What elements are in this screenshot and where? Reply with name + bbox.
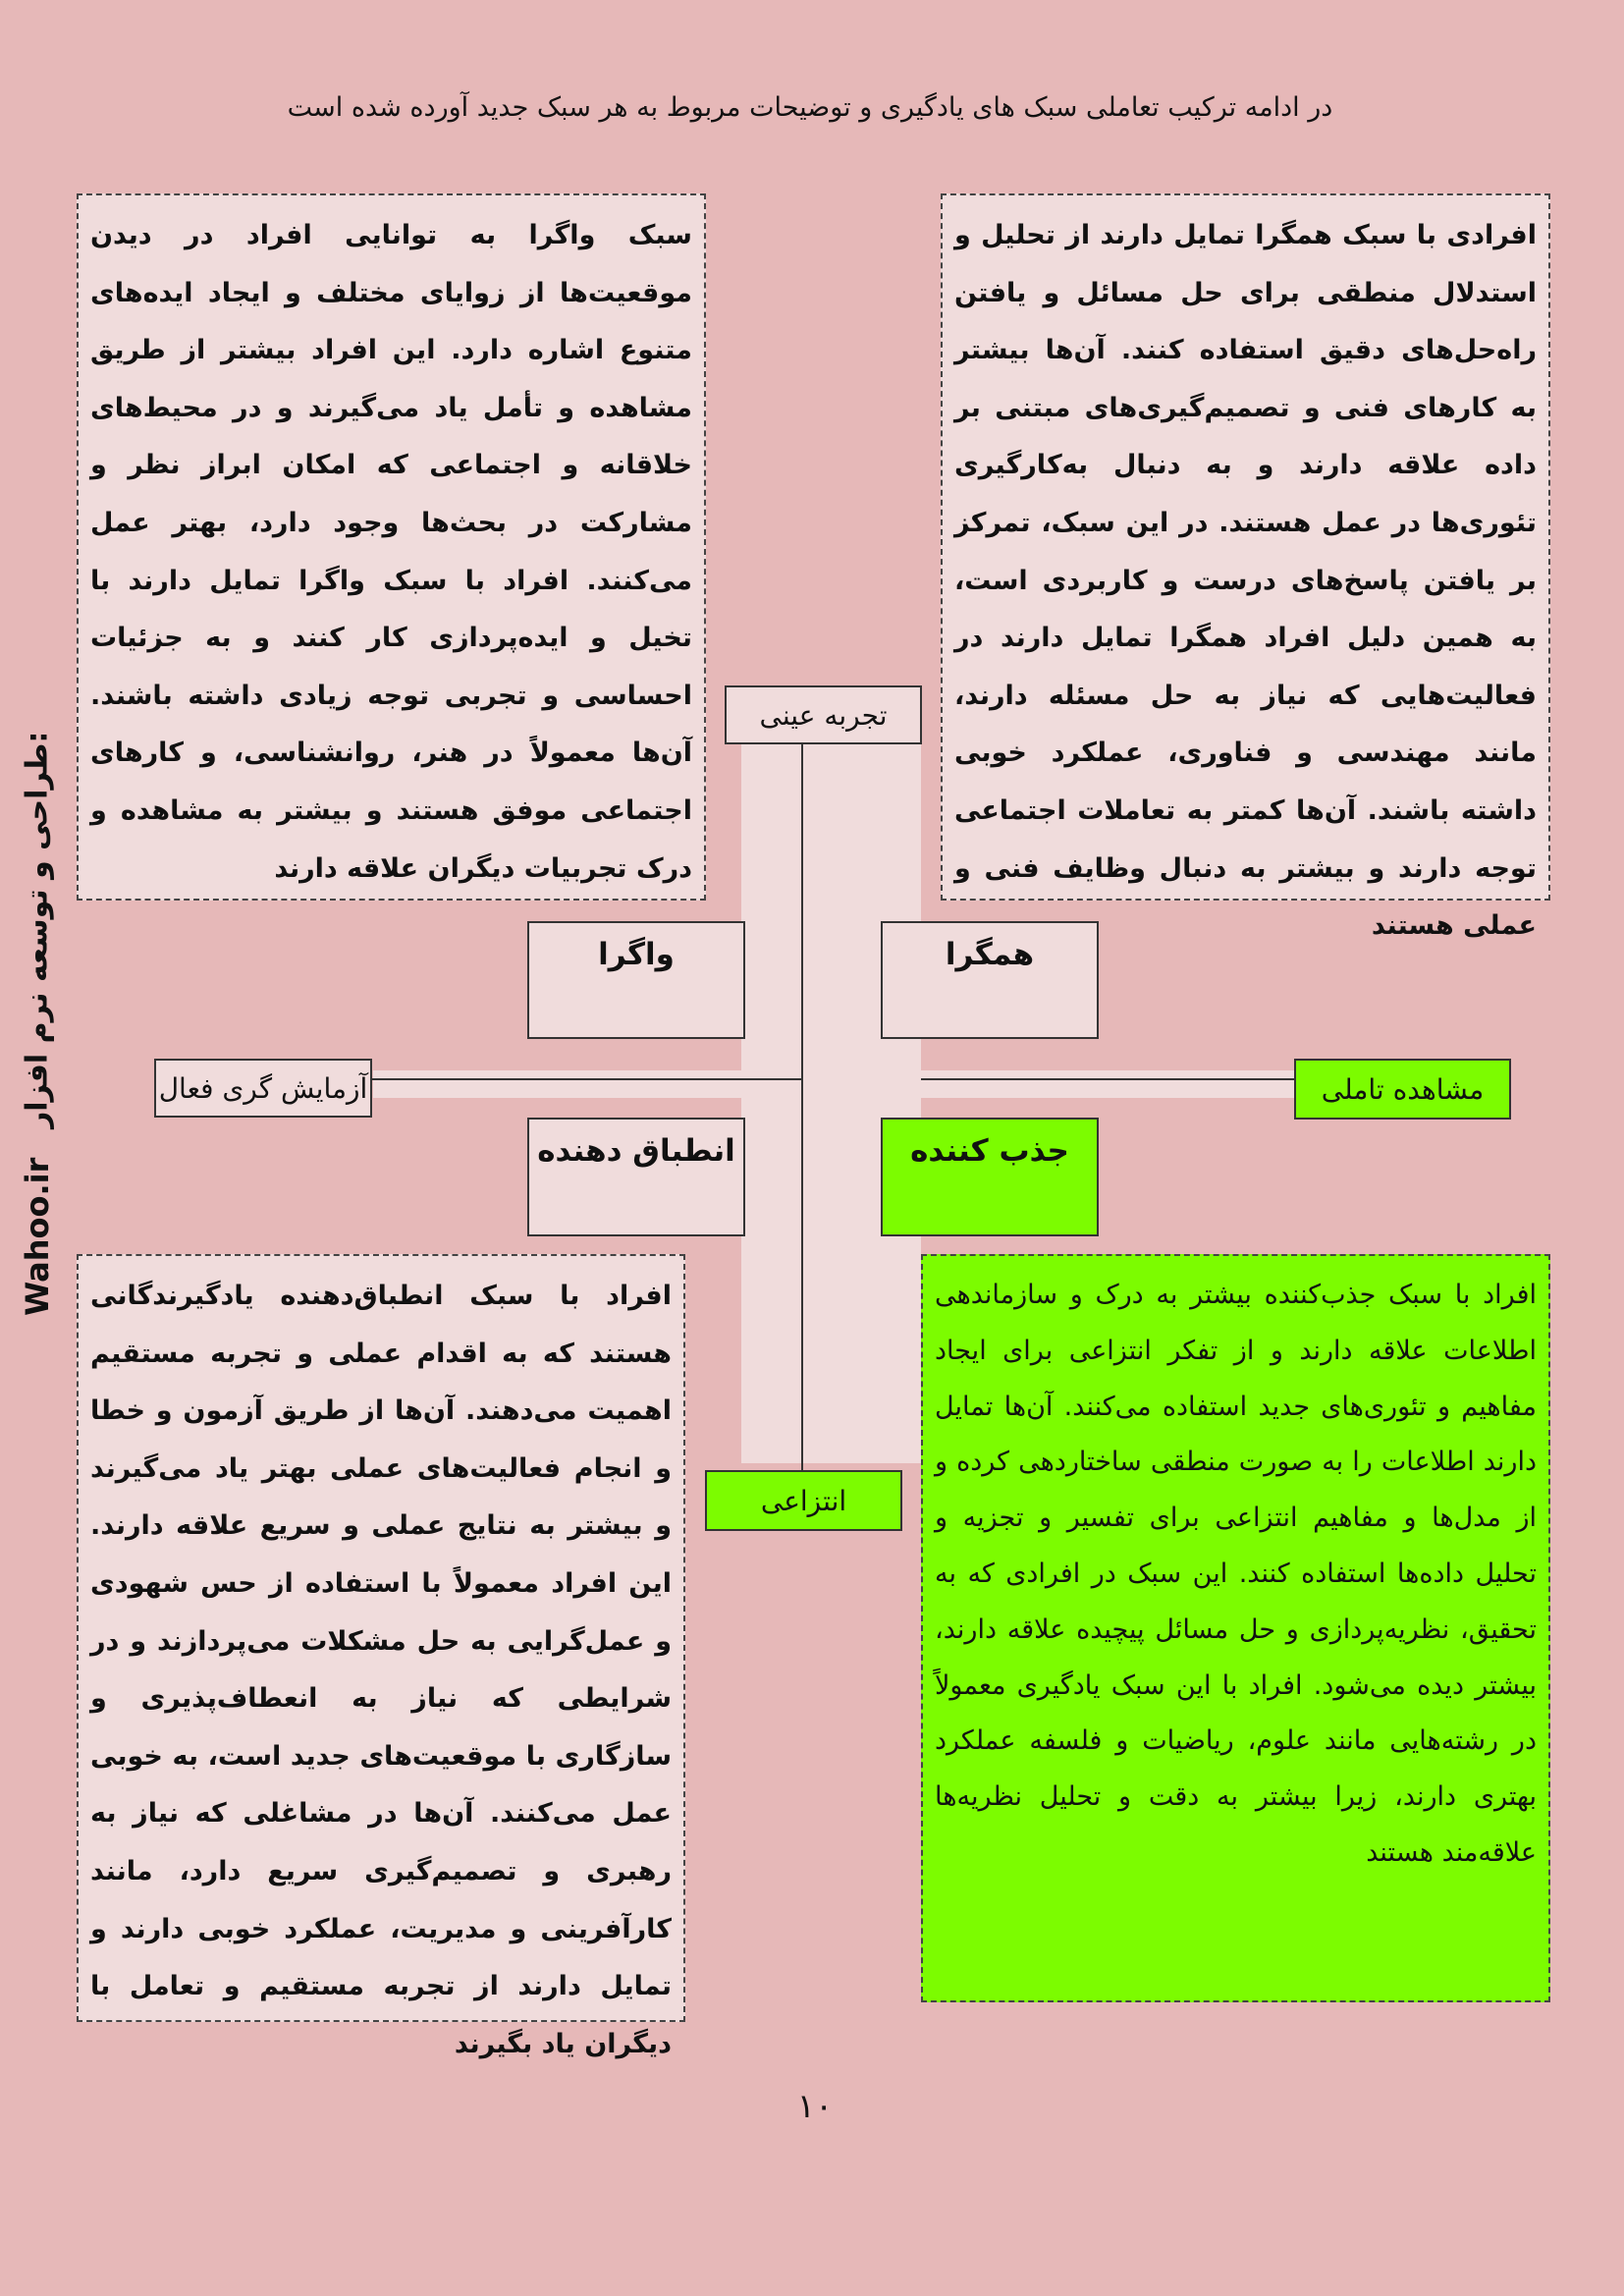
- course-title: طراحی و توسعه نرم افزار:: [20, 731, 55, 1128]
- divergent-description: سبک واگرا به توانایی افراد در دیدن موقعیت‌ها از زوایای مختلف و ایجاد ایده‌های متنوع اشاره دارد. این افراد بیشتر از طریق مشاهده و تأمل یاد می‌گیرند و در محیط‌های خلاقانه و اجتماعی که امکان ابراز نظر و مشارکت در بحث‌ها وجود دارد، بهتر عمل می‌کنند. افراد با سبک واگرا تمایل دارند با تخیل و ایده‌پردازی کار کنند و به جزئیات احساسی و تجربی توجه زیادی داشته باشند. آن‌ها معمولاً در هنر، روانشناسی، و کارهای اجتماعی موفق هستند و بیشتر به مشاهده و درک تجربیات دیگران علاقه دارند: [77, 193, 706, 901]
- accommodating-description: افراد با سبک انطباق‌دهنده یادگیرندگانی هستند که به اقدام عملی و تجربه مستقیم اهمیت می‌دهند. آن‌ها از طریق آزمون و خطا و انجام فعالیت‌های عملی بهتر یاد می‌گیرند و بیشتر به نتایج عملی و سریع علاقه دارند. این افراد معمولاً با استفاده از حس شهودی و عمل‌گرایی به حل مشکلات می‌پردازند و در شرایطی که نیاز به انعطاف‌پذیری و سازگاری با موقعیت‌های جدید است، به خوبی عمل می‌کنند. آن‌ها در مشاغلی که نیاز به رهبری و تصمیم‌گیری سریع دارد، مانند کارآفرینی و مدیریت، عملکرد خوبی دارند و تمایل دارند از تجربه مستقیم و تعامل با دیگران یاد بگیرند: [77, 1254, 685, 2022]
- diagram-horizontal-band: [373, 1070, 1296, 1098]
- axis-left-label: آزمایش گری فعال: [154, 1059, 372, 1118]
- horizontal-axis-line-right: [921, 1078, 1296, 1080]
- horizontal-axis-line-left: [371, 1078, 803, 1080]
- quadrant-divergent: واگرا: [527, 921, 745, 1039]
- page-header: در ادامه ترکیب تعاملی سبک های یادگیری و توضیحات مربوط به هر سبک جدید آورده شده است: [287, 92, 1333, 123]
- axis-bottom-label: انتزاعی: [705, 1470, 902, 1531]
- quadrant-assimilating: جذب کننده: [881, 1118, 1099, 1236]
- vertical-axis-line: [801, 743, 803, 1475]
- page-number: ۱۰: [796, 2087, 834, 2126]
- assimilating-description: افراد با سبک جذب‌کننده بیشتر به درک و سازماندهی اطلاعات علاقه دارند و از تفکر انتزاعی برای ایجاد مفاهیم و تئوری‌های جدید استفاده می‌کنند. آن‌ها تمایل دارند اطلاعات را به صورت منطقی ساختاردهی کرده و از مدل‌ها و مفاهیم انتزاعی برای تفسیر و تجزیه و تحلیل داده‌ها استفاده کنند. این سبک در افرادی که به تحقیق، نظریه‌پردازی و حل مسائل پیچیده علاقه دارند، بیشتر دیده می‌شود. افراد با این سبک یادگیری معمولاً در رشته‌هایی مانند علوم، ریاضیات و فلسفه عملکرد بهتری دارند، زیرا بیشتر به دقت و تحلیل نظریه‌ها علاقه‌مند هستند: [921, 1254, 1550, 2002]
- site-brand: Wahoo.ir: [19, 1157, 56, 1316]
- axis-right-label: مشاهده تاملی: [1294, 1059, 1511, 1120]
- convergent-description: افرادی با سبک همگرا تمایل دارند از تحلیل و استدلال منطقی برای حل مسائل و یافتن راه‌حل‌های دقیق استفاده کنند. آن‌ها بیشتر به کارهای فنی و تصمیم‌گیری‌های مبتنی بر داده علاقه دارند و به دنبال به‌کارگیری تئوری‌ها در عمل هستند. در این سبک، تمرکز بر یافتن پاسخ‌های درست و کاربردی است، به همین دلیل افراد همگرا تمایل دارند در فعالیت‌هایی که نیاز به حل مسئله دارند، مانند مهندسی و فناوری، عملکرد خوبی داشته باشند. آن‌ها کمتر به تعاملات اجتماعی توجه دارند و بیشتر به دنبال وظایف فنی و عملی هستند: [941, 193, 1550, 901]
- axis-top-label: تجربه عینی: [725, 685, 922, 744]
- sidebar-caption: [3, 731, 72, 1316]
- quadrant-convergent: همگرا: [881, 921, 1099, 1039]
- quadrant-accommodating: انطباق دهنده: [527, 1118, 745, 1236]
